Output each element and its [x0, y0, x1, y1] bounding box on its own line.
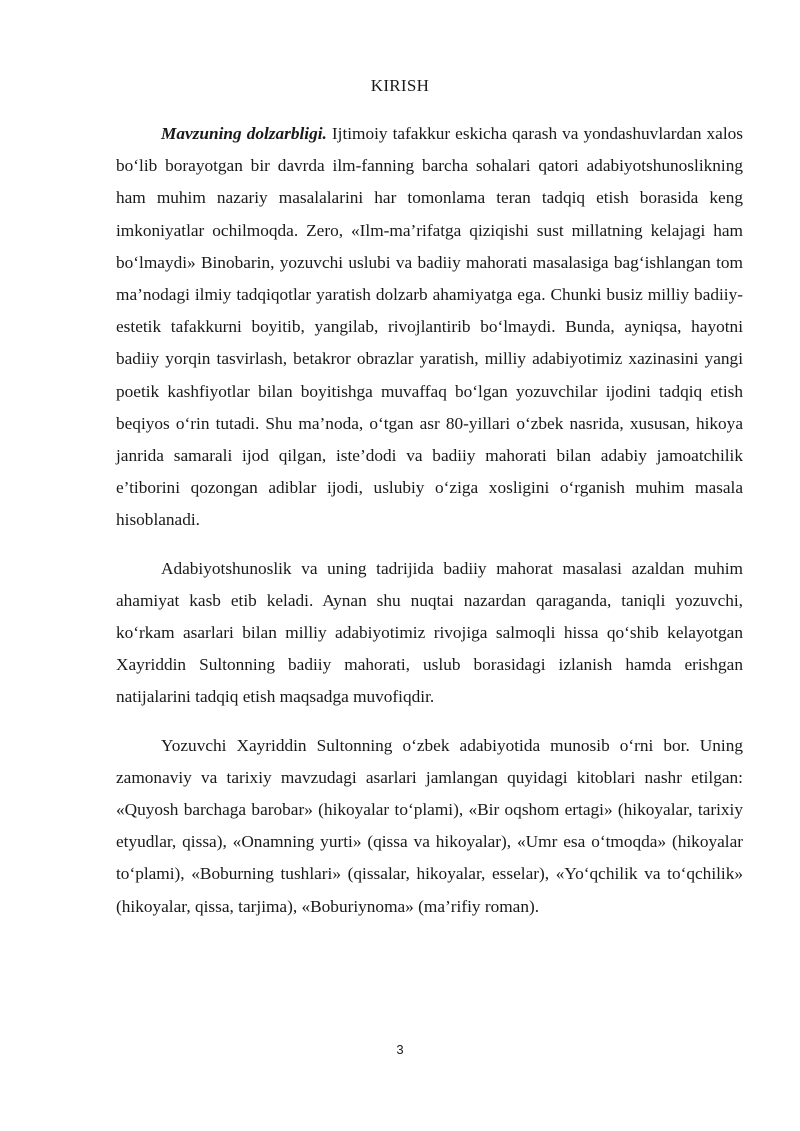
paragraph-author-works: Yozuvchi Xayriddin Sultonning o‘zbek adabiyotida munosib o‘rni bor. Uning zamonaviy va tarixiy mavzudagi asarlari jamlangan quyidagi kitoblari nashr etilgan: «Quyosh barchaga barobar» (hikoyalar to‘plami), «Bir oqshom ertagi» (hikoyalar, tarixiy etyudlar, qissa), «Onamning yurti» (qissa va hikoyalar), «Umr esa o‘tmoqda» (hikoyalar to‘plami), «Boburning tushlari» (qissalar, hikoyalar, esselar), «Yo‘qchilik va to‘qchilik» (hikoyalar, qissa, tarjima), «Boburiynoma» (ma’rifiy roman).	[116, 735, 743, 916]
paragraph-relevance	[116, 118, 743, 537]
paragraph-literary-studies: Adabiyotshunoslik va uning tadrijida badiiy mahorat masalasi azaldan muhim ahamiyat kasb etib keladi. Aynan shu nuqtai nazardan qaraganda, taniqli yozuvchi, ko‘rkam asarlari bilan milliy adabiyotimiz rivojiga salmoqli hissa qo‘shib kelayotgan Xayriddin Sultonning badiiy mahorati, uslub borasidagi izlanish hamda erishgan natijalarini tadqiq etish maqsadga muvofiqdir.	[116, 558, 743, 707]
paragraph-text: Ijtimoiy tafakkur eskicha qarash va yondashuvlardan xalos bo‘lib borayotgan bir davrda ilm-fanning barcha sohalari qatori adabiyotshunoslikning ham muhim nazariy masalalarini har tomonlama teran tadqiq etish borasida keng imkoniyatlar ochilmoqda. Zero, «Ilm-ma’rifatga qiziqishi sust millatning kelajagi ham bo‘lmaydi» Binobarin, yozuvchi uslubi va badiiy mahorati masalasiga bag‘ishlangan tom ma’nodagi ilmiy tadqiqotlar yaratish dolzarb ahamiyatga ega. Chunki busiz milliy badiiy-estetik tafakkurni boyitib, yangilab, rivojlantirib bo‘lmaydi. Bunda, ayniqsa, hayotni badiiy yorqin tasvirlash, betakror obrazlar yaratish, milliy adabiyotimiz xazinasini yangi poetik kashfiyotlar bilan boyitishga muvaffaq bo‘lgan yozuvchilar ijodini tadqiq etish beqiyos o‘rin tutadi. Shu ma’noda, o‘tgan asr 80-yillari o‘zbek nasrida, xususan, hikoya janrida samarali ijod qilgan, iste’dodi va badiiy mahorati bilan adabiy jamoatchilik e’tiborini qozongan adiblar ijodi, uslubiy o‘ziga xosligini o‘rganish muhim masala hisoblanadi.	[116, 124, 743, 530]
page-number: 3	[396, 1042, 404, 1057]
paragraph-lead: Mavzuning dolzarbligi.	[161, 124, 327, 143]
body-text	[116, 118, 743, 923]
section-heading: KIRISH	[370, 76, 430, 95]
